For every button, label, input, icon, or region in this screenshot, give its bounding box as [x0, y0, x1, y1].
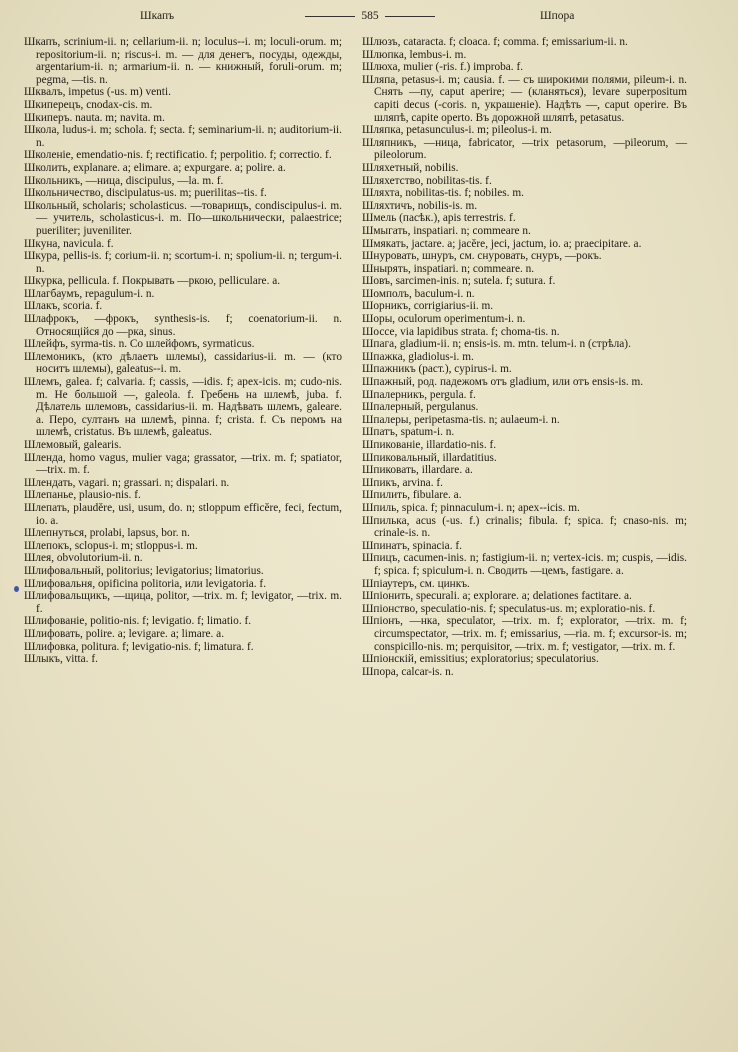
- dictionary-entry: Шляхетство, nobilitas-tis. f.: [362, 174, 492, 187]
- dictionary-entry: Шпикъ, arvina. f.: [362, 476, 443, 489]
- dictionary-entry: Шпажный, род. падежомъ отъ gladium, или отъ ensis-is. m.: [362, 376, 644, 389]
- dictionary-entry: Шлыкъ, vitta. f.: [24, 653, 98, 666]
- dictionary-entry: Шпицъ, cacumen-inis. n; fastigium-ii. n; vertex-icis. m; cuspis, —idis. f; spica. f; spiculum-i. n. Сводить —цемъ, fastigare. a.: [362, 552, 687, 577]
- dictionary-entry: Шлифовальный, politorius; levigatorius; limatorius.: [24, 564, 264, 577]
- dictionary-entry: Шпіонство, speculatio-nis. f; speculatus-us. m; exploratio-nis. f.: [362, 602, 656, 615]
- dictionary-entry: Шпиковальный, illardatitius.: [362, 451, 497, 464]
- dictionary-entry: Шмыгать, inspatiari. n; commeare n.: [362, 224, 531, 237]
- dictionary-entry: Шпага, gladium-ii. n; ensis-is. m. mtn. telum-i. n (стрѣла).: [362, 338, 631, 351]
- dictionary-entry: Шляпа, petasus-i. m; causia. f. — съ широкими полями, pileum-i. n. Снять —пу, caput aperire; — (кланяться), levare superpositum capiti decus (-coris. n, украшеніе). Надѣть —, caput operire. Въ шляпѣ, capite operto. Въ дорожной шляпѣ, petasatus.: [362, 73, 687, 124]
- dictionary-entry: Шлендать, vagari. n; grassari. n; dispalari. n.: [24, 476, 230, 489]
- dictionary-entry: Шлемовый, galearis.: [24, 439, 122, 451]
- dictionary-entry: Шлюха, mulier (-ris. f.) improba. f.: [362, 61, 524, 74]
- dictionary-entry: Шовъ, sarcimen-inis. n; sutela. f; sutura. f.: [362, 275, 556, 288]
- dictionary-entry: Шлемъ, galea. f; calvaria. f; cassis, —idis. f; apex-icis. m; cudo-nis. m. Не большой —, galeola. f. Гребень на шлемѣ, juba. f. Дѣлатель шлемовъ, cassidarius-ii. m. Надѣвать шлемъ, galeare. a. Перо, султанъ на шлемѣ, pinna. f; crista. f. Съ перомъ на шлемѣ, cristatus. Въ шлемѣ, galeatus.: [24, 376, 342, 439]
- dictionary-entry: Шпажка, gladiolus-i. m.: [362, 350, 474, 363]
- dictionary-entry: Шлея, obvolutorium-ii. n.: [24, 552, 143, 565]
- dictionary-entry: Шорникъ, corrigiarius-ii. m.: [362, 300, 494, 313]
- dictionary-entry: Шлифовать, polire. a; levigare. a; limare. a.: [24, 627, 225, 640]
- dictionary-entry: Шлакъ, scoria. f.: [24, 300, 103, 313]
- dictionary-entry: Шпалеры, peripetasma-tis. n; aulaeum-i. n.: [362, 413, 560, 426]
- dictionary-entry: Шкурка, pellicula. f. Покрывать —ркою, pelliculare. a.: [24, 275, 281, 288]
- dictionary-entry: Школьникъ, —ница, discipulus, —la. m. f.: [24, 174, 224, 187]
- page-number: 585: [361, 10, 379, 22]
- left-column: [24, 36, 342, 666]
- dictionary-entry: Шлейфъ, syrma-tis. n. Со шлейфомъ, syrmaticus.: [24, 338, 255, 351]
- dictionary-entry: Шпора, calcar-is. n.: [362, 665, 454, 678]
- dictionary-entry: Шнуровать, шнуръ, см. снуровать, снуръ, —рокъ.: [362, 250, 602, 263]
- dictionary-entry: Шляпникъ, —ница, fabricator, —trix petasorum, —pileorum, —pileolorum.: [362, 136, 687, 162]
- dictionary-entry: Шлепать, plaudĕre, usi, usum, do. n; stloppum efficĕre, feci, fectum, io. a.: [24, 501, 342, 527]
- dictionary-entry: Шпіаутеръ, см. цинкъ.: [362, 577, 470, 590]
- right-column: [362, 36, 687, 678]
- dictionary-entry: Шлифовальщикъ, —щица, politor, —trix. m. f; levigator, —trix. m. f.: [24, 590, 342, 615]
- header-rule-right: [385, 16, 435, 17]
- dictionary-entry: Шквалъ, impetus (-us. m) venti.: [24, 86, 171, 99]
- dictionary-entry: Шлифовка, politura. f; levigatio-nis. f; limatura. f.: [24, 640, 254, 653]
- dictionary-entry: Шпажникъ (раст.), cypirus-i. m.: [362, 363, 512, 376]
- dictionary-entry: Шпіонить, specurali. a; explorare. a; delationes factitare. a.: [362, 590, 632, 603]
- dictionary-entry: Шленда, homo vagus, mulier vaga; grassator, —trix. m. f; spatiator, —trix. m. f.: [24, 451, 342, 477]
- dictionary-entry: Шлифовальня, opificina politoria, или levigatoria. f.: [24, 577, 267, 590]
- dictionary-entry: Шкура, pellis-is. f; corium-ii. n; scortum-i. n; spolium-ii. n; tergum-i. n.: [24, 250, 342, 275]
- dictionary-entry: Шлепокъ, sclopus-i. m; stloppus-i. m.: [24, 539, 198, 552]
- dictionary-entry: Шпіонскій, emissitius; exploratorius; speculatorius.: [362, 653, 599, 666]
- dictionary-entry: Шпиковать, illardare. a.: [362, 464, 473, 477]
- dictionary-entry: Шпалерникъ, pergula. f.: [362, 388, 476, 401]
- dictionary-entry: Шляпка, petasunculus-i. m; pileolus-i. m.: [362, 124, 552, 137]
- dictionary-entry: Шпіонъ, —нка, speculator, —trix. m. f; explorator, —trix. m. f; circumspectator, —trix. m. f; emissarius, —ria. m. f; excursor-is. m; conspicillo-nis. m; perquisitor, —trix. m. f; vestigator, —trix. m. f.: [362, 615, 687, 653]
- dictionary-entry: Шкапъ, scrinium-ii. n; cellarium-ii. n; loculus--i. m; loculi-orum. m; repositorium-ii. n; riscus-i. m. — для денегъ, посуды, одежды, argentarium-ii. n; armarium-ii. n. — книжный, foruli-orum. m; pegma, —tis. n.: [24, 36, 342, 86]
- dictionary-entry: Шоры, oculorum operimentum-i. n.: [362, 313, 526, 326]
- header-left-word: Шкапъ: [140, 10, 175, 22]
- header-page-number-wrap: [30, 10, 710, 22]
- dictionary-entry: Шлафрокъ, —фрокъ, synthesis-is. f; coenatorium-ii. n. Относящійся до —рка, sinus.: [24, 313, 342, 338]
- dictionary-entry: Шпикованіе, illardatio-nis. f.: [362, 439, 497, 451]
- header-rule-left: [305, 16, 355, 17]
- dictionary-entry: Школа, ludus-i. m; schola. f; secta. f; seminarium-ii. n; auditorium-ii. n.: [24, 124, 342, 149]
- dictionary-entry: Шлепнуться, prolabi, lapsus, bor. n.: [24, 527, 190, 540]
- dictionary-entry: Шляхта, nobilitas-tis. f; nobiles. m.: [362, 187, 524, 200]
- dictionary-entry: Шмель (пасѣк.), apis terrestris. f.: [362, 212, 516, 225]
- dictionary-entry: Шкиперъ. nauta. m; navita. m.: [24, 111, 165, 124]
- dictionary-entry: Шпиль, spica. f; pinnaculum-i. n; apex--icis. m.: [362, 501, 580, 514]
- dictionary-entry: Шомполъ, baculum-i. n.: [362, 287, 475, 300]
- dictionary-entry: Шпалерный, pergulanus.: [362, 401, 479, 414]
- dictionary-entry: Шлепанье, plausio-nis. f.: [24, 489, 141, 502]
- dictionary-entry: Шлифованіе, politio-nis. f; levigatio. f; limatio. f.: [24, 615, 252, 628]
- dictionary-entry: Шляхетный, nobilis.: [362, 161, 459, 174]
- dictionary-entry: Шпилька, acus (-us. f.) crinalis; fibula. f; spica. f; cnaso-nis. m; crinale-is. n.: [362, 514, 687, 540]
- dictionary-entry: Шлагбаумъ, repagulum-i. n.: [24, 287, 155, 300]
- dictionary-entry: Шкиперецъ, cnodax-cis. m.: [24, 98, 153, 111]
- blue-ink-mark: [14, 586, 19, 592]
- dictionary-entry: Шкуна, navicula. f.: [24, 237, 114, 250]
- dictionary-entry: Школить, explanare. a; elimare. a; expurgare. a; polire. a.: [24, 161, 286, 174]
- dictionary-entry: Шоссе, via lapidibus strata. f; choma-tis. n.: [362, 325, 560, 338]
- dictionary-entry: Шлюзъ, cataracta. f; cloaca. f; comma. f; emissarium-ii. n.: [362, 36, 628, 48]
- dictionary-entry: Шлемоникъ, (кто дѣлаетъ шлемы), cassidarius-ii. m. — (кто носитъ шлемы), galeatus--i. m.: [24, 350, 342, 376]
- dictionary-entry: Шмякать, jactare. a; jacĕre, jeci, jactum, io. a; praecipitare. a.: [362, 237, 642, 250]
- dictionary-entry: Школеніе, emendatio-nis. f; rectificatio. f; perpolitio. f; correctio. f.: [24, 149, 332, 162]
- dictionary-entry: Шлюпка, lembus-i. m.: [362, 48, 467, 61]
- page-header: [30, 10, 710, 28]
- header-right-word: Шпора: [540, 10, 575, 22]
- dictionary-entry: Школьный, scholaris; scholasticus. —товарищъ, condiscipulus-i. m. — учитель, scholasticus-i. m. По—школьнически, palaestrice; pueriliter; juveniliter.: [24, 199, 342, 237]
- dictionary-entry: Шнырять, inspatiari. n; commeare. n.: [362, 262, 535, 275]
- dictionary-entry: Шпинатъ, spinacia. f.: [362, 539, 462, 552]
- dictionary-entry: Школьничество, discipulatus-us. m; puerilitas--tis. f.: [24, 187, 267, 200]
- dictionary-entry: Шпатъ, spatum-i. n.: [362, 426, 455, 439]
- dictionary-entry: Шпилить, fibulare. a.: [362, 489, 462, 502]
- dictionary-entry: Шляхтичъ, nobilis-is. m.: [362, 199, 478, 212]
